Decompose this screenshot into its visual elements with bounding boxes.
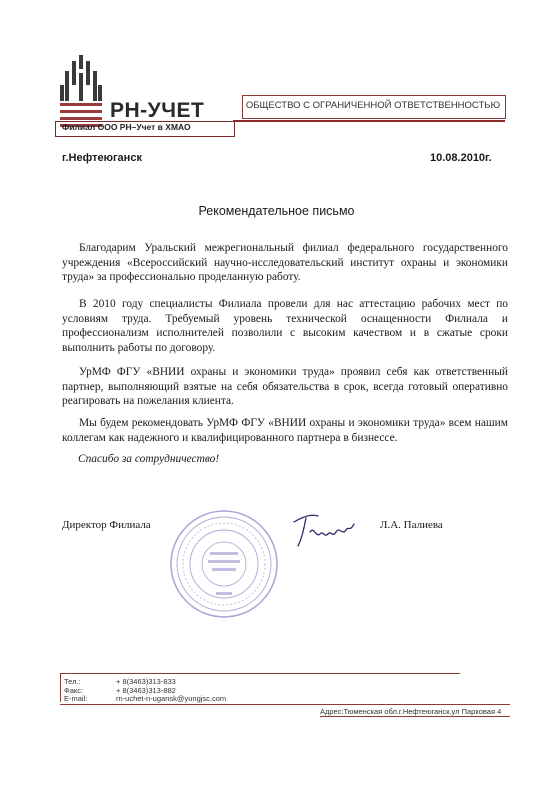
header-divider <box>233 120 505 122</box>
signer-name: Л.А. Палиева <box>380 519 443 531</box>
paragraph: В 2010 году специалисты Филиала провели для нас аттестацию рабочих мест по условиям труда. Требуемый уровень технической оснащенности Филиала и профессионализм исполнителей позволили с высоким качеством и в сжатые сроки выполнить работы по договору. <box>62 298 508 354</box>
branch-label: Филиал ООО РН–Учет в ХМАО <box>62 122 191 132</box>
email-label: E-mail: <box>64 694 88 703</box>
letter-title: Рекомендательное письмо <box>198 204 355 218</box>
address: Адрес:Тюменская обл.г.Нефтеюганск,ул Парковая 4 <box>320 707 502 716</box>
address-underline <box>320 716 510 717</box>
seal-stamp-icon <box>168 508 280 620</box>
fax-label: Факс: <box>64 686 84 695</box>
closing-line: Спасибо за сотрудничество! <box>78 453 220 465</box>
phone-label: Тел.: <box>64 677 81 686</box>
letter-date: 10.08.2010г. <box>430 152 492 164</box>
org-type-label: ОБЩЕСТВО С ОГРАНИЧЕННОЙ ОТВЕТСТВЕННОСТЬЮ <box>245 100 501 111</box>
footer-divider <box>60 704 510 705</box>
email-value: rn-uchet-n-ugansk@yungjsc.com <box>116 694 227 703</box>
paragraph: Благодарим Уральский межрегиональный филиал федерального государственного учреждения «Всероссийский научно-исследовательский институт охраны и экономики труда» за профессионально проделанную работу. <box>62 242 508 284</box>
company-logo-text: РН-УЧЕТ <box>110 99 205 122</box>
paragraph: Мы будем рекомендовать УрМФ ФГУ «ВНИИ охраны и экономики труда» всем нашим коллегам как надежного и квалифицированного партнера в бизнессе. <box>62 417 508 444</box>
signature-icon <box>290 508 360 550</box>
signer-title: Директор Филиала <box>62 519 151 531</box>
fax-value: + 8(3463)313-882 <box>116 686 176 695</box>
phone-value: + 8(3463)313-833 <box>116 677 176 686</box>
company-logo-icon <box>60 55 102 130</box>
city: г.Нефтеюганск <box>62 152 142 164</box>
paragraph: УрМФ ФГУ «ВНИИ охраны и экономики труда» проявил себя как ответственный партнер, выполняющий взятые на себя обязательства в срок, всегда готовый оперативно реагировать на пожелания клиента. <box>62 366 508 408</box>
